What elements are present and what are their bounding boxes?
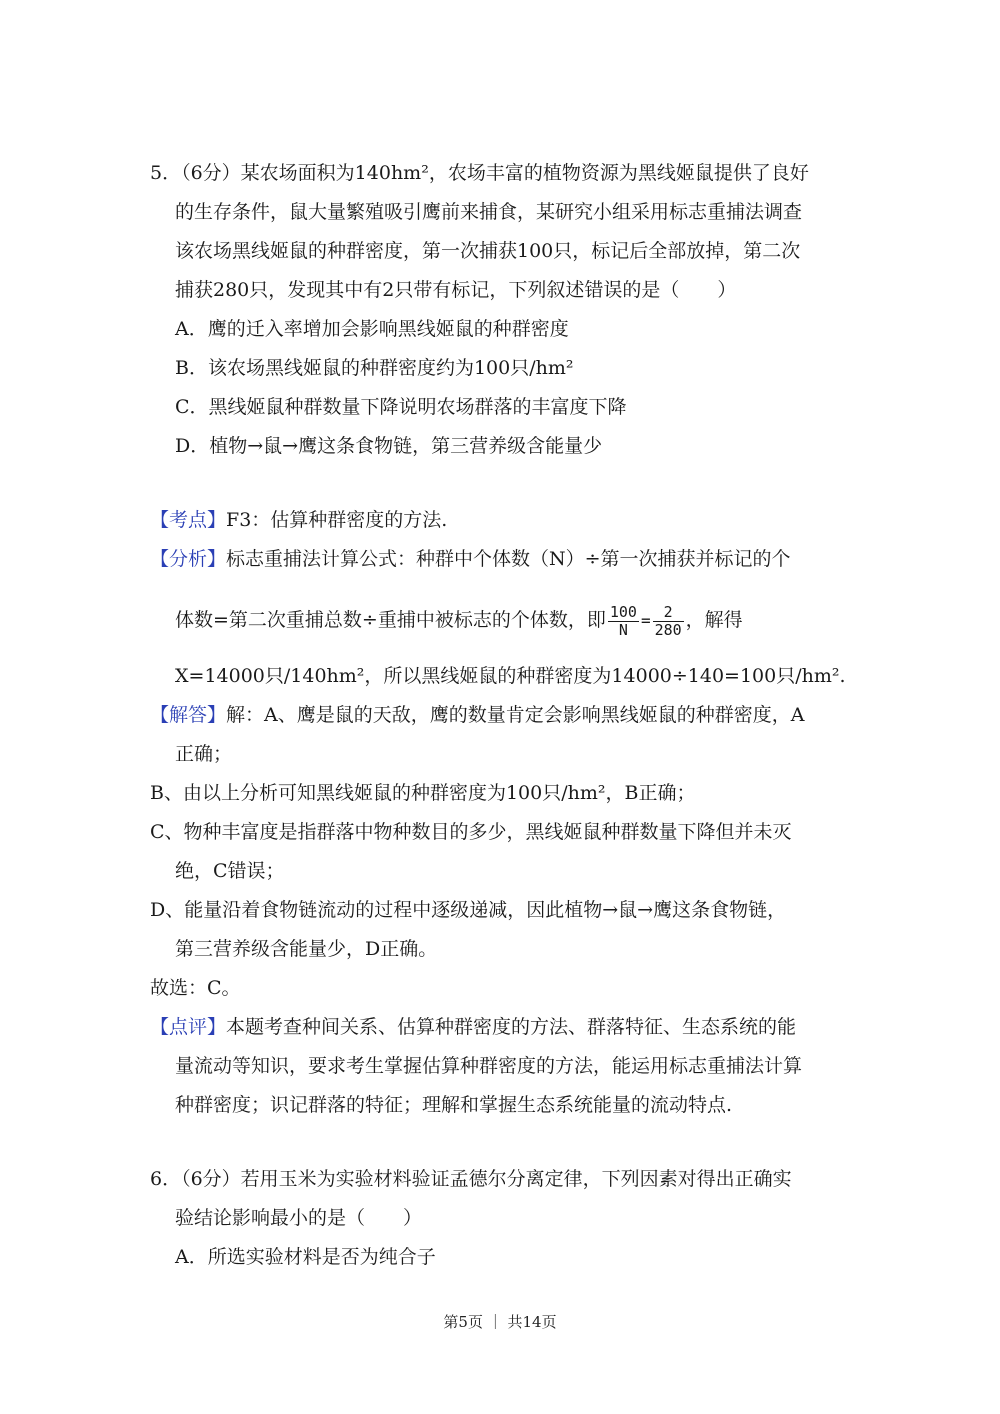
fenxi-line-2 [175,600,743,641]
q5-option-d: D．植物→鼠→鹰这条食物链，第三营养级含能量少 [175,435,603,457]
page-footer: 第5页 ｜ 共14页 [443,1313,557,1331]
jieda-line-6: D、能量沿着食物链流动的过程中逐级递减，因此植物→鼠→鹰这条食物链， [150,899,787,921]
jieda-tag: 【解答】 [150,704,227,726]
equals-sign: = [640,611,651,630]
jieda-line-7: 第三营养级含能量少，D正确。 [175,938,438,960]
dianping-line-1 [150,1014,796,1040]
q5-stem-line-2: 的生存条件，鼠大量繁殖吸引鹰前来捕食，某研究小组采用标志重捕法调查 [175,201,803,223]
q5-stem-line-1: 5．（6分）某农场面积为140hm²，农场丰富的植物资源为黑线姬鼠提供了良好 [150,162,809,184]
q5-option-b: B．该农场黑线姬鼠的种群密度约为100只/hm² [175,357,574,379]
jieda-line-3: B、由以上分析可知黑线姬鼠的种群密度为100只/hm²，B正确； [150,782,696,804]
dianping-text-1: 本题考查种间关系、估算种群密度的方法、群落特征、生态系统的能 [226,1016,797,1038]
fraction-2-denominator: 280 [654,620,682,639]
q5-option-a: A．鹰的迁入率增加会影响黑线姬鼠的种群密度 [175,318,569,340]
jieda-line-1 [150,702,804,728]
fenxi-line-1 [150,546,791,572]
jieda-line-8: 故选：C。 [150,977,241,999]
q6-stem-line-1: 6．（6分）若用玉米为实验材料验证孟德尔分离定律，下列因素对得出正确实 [150,1168,792,1190]
fenxi-tag: 【分析】 [150,548,227,570]
q6-option-a: A．所选实验材料是否为纯合子 [175,1246,436,1268]
fraction-100-over-n [608,604,639,639]
dianping-line-2: 量流动等知识，要求考生掌握估算种群密度的方法，能运用标志重捕法计算 [175,1055,803,1077]
fenxi-line-3: X=14000只/140hm²，所以黑线姬鼠的种群密度为14000÷140=100只/hm². [175,665,846,687]
fraction-1-numerator: 100 [609,602,637,621]
q5-stem-line-4: 捕获280只，发现其中有2只带有标记，下列叙述错误的是（ ） [175,279,737,301]
jieda-text-1: 解：A、鹰是鼠的天敌，鹰的数量肯定会影响黑线姬鼠的种群密度，A [226,704,805,726]
kaodian-tag: 【考点】 [150,509,227,531]
q5-stem-line-3: 该农场黑线姬鼠的种群密度，第一次捕获100只，标记后全部放掉，第二次 [175,240,801,262]
dianping-line-3: 种群密度；识记群落的特征；理解和掌握生态系统能量的流动特点. [175,1094,733,1116]
fenxi-text-1: 标志重捕法计算公式：种群中个体数（N）÷第一次捕获并标记的个 [226,548,791,570]
fenxi-text-2: 体数=第二次重捕总数÷重捕中被标志的个体数，即 [175,609,606,631]
fenxi-text-2-end: ，解得 [685,609,743,631]
kaodian-line [150,507,447,533]
q5-option-c: C．黑线姬鼠种群数量下降说明农场群落的丰富度下降 [175,396,627,418]
dianping-tag: 【点评】 [150,1016,227,1038]
jieda-line-5: 绝，C错误； [175,860,285,882]
jieda-line-2: 正确； [175,743,233,765]
fraction-2-over-280 [653,604,684,639]
fraction-2-numerator: 2 [653,604,684,622]
kaodian-text: F3：估算种群密度的方法. [226,509,448,531]
q6-stem-line-2: 验结论影响最小的是（ ） [175,1207,423,1229]
jieda-line-4: C、物种丰富度是指群落中物种数目的多少，黑线姬鼠种群数量下降但并未灭 [150,821,792,843]
fraction-1-denominator: N [618,620,628,639]
